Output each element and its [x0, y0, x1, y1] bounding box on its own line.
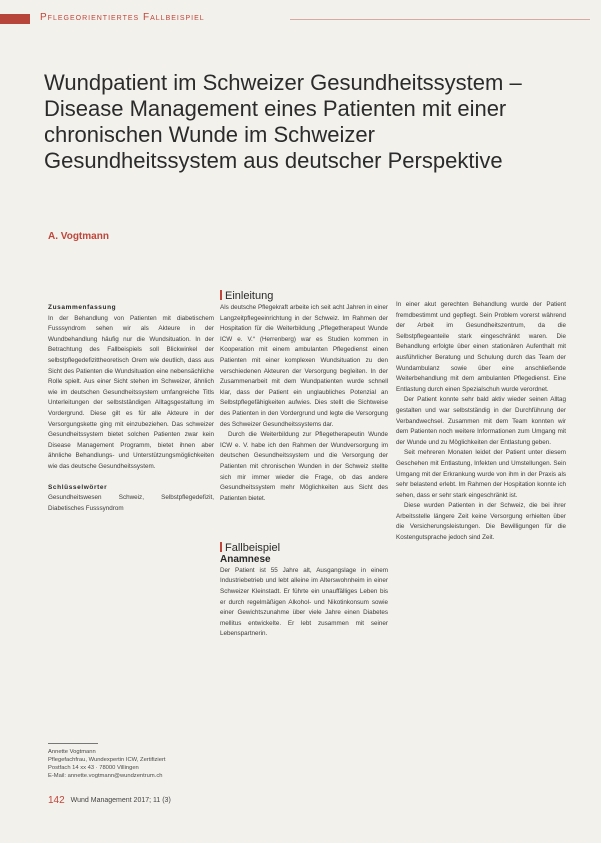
header-rule [290, 19, 590, 20]
summary-text: In der Behandlung von Patienten mit diabetischem Fusssyndrom sehen wir als Akteure in der Wundbehandlung häufig nur die Wundsituation. In der Betrachtung des Fallbeispiels soll Blickwinkel der selbstpflegedefizittheoretisch Orem wie deutlich, dass aus Sicht des Patienten die Wundsituation eine nebensächliche Rolle spielt. Aus einer Sicht stehen im Schweizer, ähnlich wie im deutschen Gesundheitssystem umfangreiche Titls Unterleitungen der selbstständigen Alltagsgestaltung im Vordergrund. Diese gilt es für alle Akteure in der Versorgungskette ging mit einzubeziehen. Das schweizer Gesundheitssystem bietet solchen Patienten zwar kein Disease Management Programm, bietet ihnen aber ähnliche Behandlungs- und Unterstützungsmöglichkeiten wie das deutsche Gesundheitssystem. [48, 314, 214, 470]
header-color-block [0, 14, 30, 24]
anamnese-paragraph: Der Patient ist 55 Jahre alt, Ausgangslage in einem Industriebetrieb und lebt alleine im Alterswohnheim in einer Schweizer Kleinstadt. Er führte ein unauffälliges Leben bis er durch regelmäßigen Alkohol- und Nikotinkonsum sowie einer Gewichtszunahme über viele Jahre einen Diabetes mellitus entwickelte. Er lebt zusammen mit seiner Lebenspartnerin. [220, 566, 388, 638]
address-line-3: E-Mail: annette.vogtmann@wundzentrum.ch [48, 773, 163, 779]
article-author: A. Vogtmann [48, 231, 109, 242]
keywords-label: Schlüsselwörter [48, 483, 108, 491]
body-column-1 [220, 290, 388, 640]
heading-accent-bar [220, 290, 222, 300]
col3-paragraph-2: Der Patient konnte sehr bald aktiv wieder seinen Alltag gestalten und war selbstständig in der Durchführung der Verbandwechsel. Zusammen mit dem Team konnten wir dem Patienten noch weitere Informationen zum Umgang mit der Wunde und zu Möglichkeiten der Entlastung geben. [396, 396, 566, 446]
running-header [0, 12, 601, 28]
keywords-text: Gesundheitswesen Schweiz, Selbstpflegedefizit, Diabetisches Fusssyndrom [48, 494, 214, 512]
page-footer [48, 795, 171, 806]
address-name: Annette Vogtmann [48, 749, 96, 755]
heading-accent-bar [220, 542, 222, 552]
address-rule [48, 743, 98, 744]
section-kicker: Pflegeorientiertes Fallbeispiel [40, 12, 205, 23]
summary-label: Zusammenfassung [48, 304, 117, 311]
article-title: Wundpatient im Schweizer Gesundheitssystem – Disease Management eines Patienten mit einer chronischen Wunde im Schweizer Gesundheitssystem aus deutscher Perspektive [44, 70, 522, 173]
case-heading: Fallbeispiel [220, 542, 388, 555]
col3-paragraph-4: Diese wurden Patienten in der Schweiz, die bei ihrer Arbeitsstelle längere Zeit keine Versorgung erhielten über die Versicherungsleistungen. Die Bewilligungen für die Kostengutsprache jedoch sind Zeit. [396, 502, 566, 542]
intro-heading: Einleitung [220, 290, 388, 303]
intro-paragraph-1: Als deutsche Pflegekraft arbeite ich seit acht Jahren in einer Langzeitpflegeeinrichtung in der Schweiz. Im Rahmen der Hospitation für die Weiterbildung „Pflegetherapeut Wunde ICW e. V.“ (Herrenberg) war es Studien kommen in Kooperation mit einem ambulanten Pflegedienst einen Patienten mit einer komplexen Wundsituation zu den verschiedenen Akteuren der Versorgung begleiten. In der Zusammenarbeit mit dem Wundpatienten wurde schnell klar, dass der Patient ein unglaubliches Potenzial an Selbstpflegefähigkeiten aufwies. Dies stellt die Sichtweise des Patienten in den Vordergrund und legte die Versorgung des Schweizer Gesundheitssystems dar. [220, 304, 388, 428]
col3-paragraph-1: In einer akut gerechten Behandlung wurde der Patient fremdbestimmt und gepflegt. Sein Problem vorerst während der Arbeit im Gesundheitszentrum, da die Selbstpflegeanteile stark eingeschränkt waren. Die Behandlung erfolgte über einen stationären Aufenthalt mit ausführlicher Beratung und Schulung durch das Team der Wundambulanz sowie über eine anschließende Weiterbehandlung mit dem ambulanten Pflegedienst. Eine Entlastung durch einen Spezialschuh wurde verordnet. [396, 301, 566, 393]
anamnese-heading: Anamnese [220, 554, 271, 566]
address-line-2: Postfach 14 xx 43 · 78000 Villingen [48, 765, 139, 771]
body-column-2 [396, 300, 566, 544]
address-line-1: Pflegefachfrau, Wundexpertin ICW, Zertifiziert [48, 757, 166, 763]
page-number: 142 [48, 795, 65, 806]
author-address [48, 743, 214, 780]
intro-paragraph-2: Durch die Weiterbildung zur Pflegetherapeutin Wunde ICW e. V. habe ich den Rahmen der Wundversorgung im deutschen Gesundheitssystem und die Versorgung der Patienten mit chronischen Wunden in der Schweiz stellte sich mir immer wieder die Frage, ob das andere Gesundheitssystem mehr Möglichkeiten aus Sicht des Patienten bietet. [220, 431, 388, 502]
journal-citation: Wund Management 2017; 11 (3) [70, 797, 171, 804]
summary-column [48, 303, 214, 514]
col3-paragraph-3: Seit mehreren Monaten leidet der Patient unter diesem Geschehen mit Entlastung, Infekten und Umstellungen. Sein Umgang mit der Erkrankung wurde von ihm in der Praxis als sehr belastend erlebt. Im Rahmen der Hospitation konnte ich sehen, dass er sehr stark eingeschränkt ist. [396, 449, 566, 499]
